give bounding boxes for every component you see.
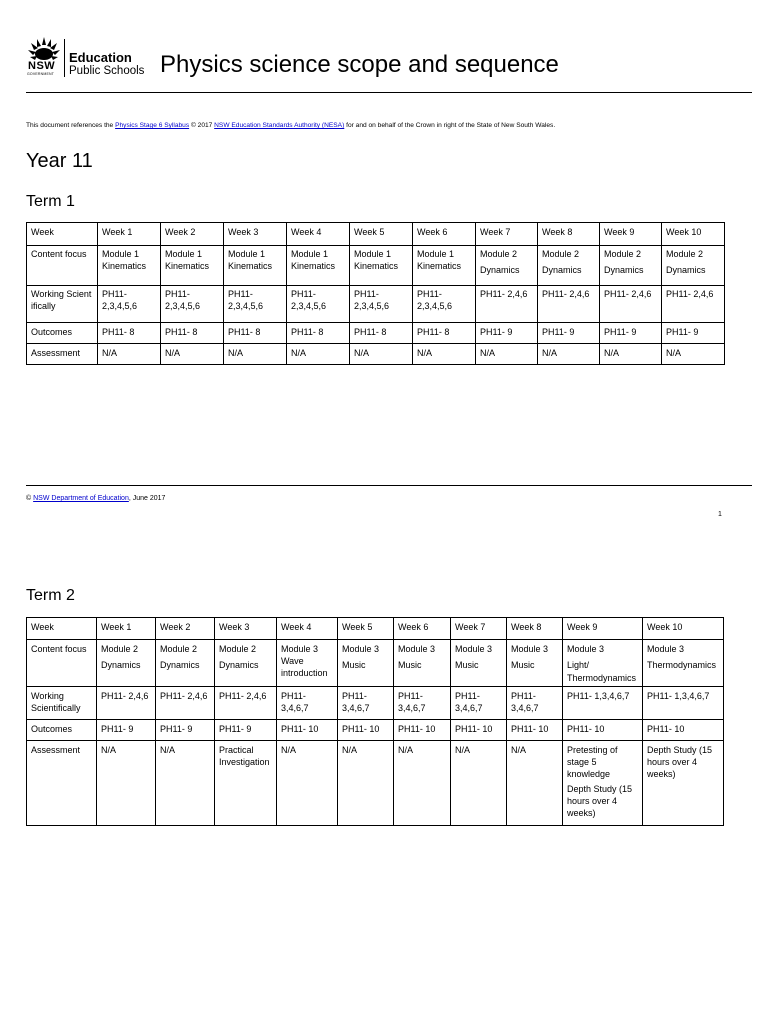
- term2-working-scientifically-row: [27, 687, 724, 720]
- waratah-flower-icon: [26, 36, 62, 62]
- ws-cell: PH11- 1,3,4,6,7: [643, 687, 724, 720]
- outcome-cell: PH11- 8: [287, 323, 350, 344]
- week-header: Week 7: [476, 223, 538, 246]
- footer-divider: [26, 485, 752, 486]
- week-header: Week 8: [507, 618, 563, 640]
- year-heading: Year 11: [26, 150, 93, 172]
- content-cell: Module 3 Music: [507, 640, 563, 687]
- week-header: Week 10: [662, 223, 725, 246]
- week-header: Week 4: [287, 223, 350, 246]
- assessment-cell: N/A: [156, 741, 215, 826]
- ws-cell: PH11- 2,3,4,5,6: [98, 286, 161, 323]
- assessment-cell: N/A: [287, 344, 350, 365]
- assessment-cell: N/A: [97, 741, 156, 826]
- ws-cell: PH11- 3,4,6,7: [277, 687, 338, 720]
- term2-week-row: [27, 618, 724, 640]
- outcome-cell: PH11- 9: [476, 323, 538, 344]
- term1-working-scientifically-row: [27, 286, 725, 323]
- term2-outcomes-row: [27, 720, 724, 741]
- row-label: Working Scientifically: [27, 687, 97, 720]
- outcome-cell: PH11- 10: [277, 720, 338, 741]
- week-header: Week 2: [161, 223, 224, 246]
- week-header: Week 4: [277, 618, 338, 640]
- ws-cell: PH11- 2,3,4,5,6: [350, 286, 413, 323]
- nsw-education-logo: [26, 36, 156, 78]
- ws-cell: PH11- 3,4,6,7: [507, 687, 563, 720]
- assessment-cell: N/A: [224, 344, 287, 365]
- row-label: Outcomes: [27, 323, 98, 344]
- row-label: Week: [27, 618, 97, 640]
- assessment-cell: N/A: [538, 344, 600, 365]
- outcome-cell: PH11- 10: [338, 720, 394, 741]
- content-cell: Module 3 Music: [451, 640, 507, 687]
- assessment-cell: Depth Study (15 hours over 4 weeks): [643, 741, 724, 826]
- content-cell: Module 3 Wave introduction: [277, 640, 338, 687]
- department-link[interactable]: NSW Department of Education: [33, 495, 129, 502]
- assessment-cell: N/A: [451, 741, 507, 826]
- outcome-cell: PH11- 9: [600, 323, 662, 344]
- outcome-cell: PH11- 8: [98, 323, 161, 344]
- content-cell: Module 3 Light/ Thermodynamics: [563, 640, 643, 687]
- week-header: Week 7: [451, 618, 507, 640]
- footer-copyright: [26, 494, 165, 504]
- row-label: Week: [27, 223, 98, 246]
- content-cell: Module 2 Dynamics: [662, 246, 725, 286]
- term2-content-row: [27, 640, 724, 687]
- ws-cell: PH11- 2,4,6: [97, 687, 156, 720]
- week-header: Week 3: [215, 618, 277, 640]
- content-cell: Module 1 Kinematics: [161, 246, 224, 286]
- week-header: Week 3: [224, 223, 287, 246]
- assessment-cell: N/A: [338, 741, 394, 826]
- assessment-cell: N/A: [161, 344, 224, 365]
- content-cell: Module 2 Dynamics: [476, 246, 538, 286]
- copyright-symbol: ©: [26, 495, 32, 502]
- week-header: Week 6: [413, 223, 476, 246]
- content-cell: Module 1 Kinematics: [287, 246, 350, 286]
- ws-cell: PH11- 2,4,6: [662, 286, 725, 323]
- row-label: Content focus: [27, 640, 97, 687]
- outcome-cell: PH11- 8: [161, 323, 224, 344]
- content-cell: Module 1 Kinematics: [224, 246, 287, 286]
- row-label: Assessment: [27, 741, 97, 826]
- footer-date: , June 2017: [128, 495, 166, 502]
- week-header: Week 5: [350, 223, 413, 246]
- ws-cell: PH11- 1,3,4,6,7: [563, 687, 643, 720]
- outcome-cell: PH11- 8: [350, 323, 413, 344]
- ws-cell: PH11- 2,4,6: [600, 286, 662, 323]
- content-cell: Module 1 Kinematics: [413, 246, 476, 286]
- logo-education: Education: [69, 50, 132, 65]
- term1-table: [26, 222, 725, 365]
- assessment-cell: N/A: [350, 344, 413, 365]
- ws-cell: PH11- 3,4,6,7: [338, 687, 394, 720]
- ws-cell: PH11- 2,4,6: [538, 286, 600, 323]
- content-cell: Module 2 Dynamics: [97, 640, 156, 687]
- assessment-cell: N/A: [98, 344, 161, 365]
- logo-government: GOVERNMENT: [27, 72, 55, 76]
- assessment-cell: Pretesting of stage 5 knowledge Depth Study (15 hours over 4 weeks): [563, 741, 643, 826]
- term2-heading: Term 2: [26, 587, 75, 604]
- content-cell: Module 3 Music: [338, 640, 394, 687]
- outcome-cell: PH11- 10: [507, 720, 563, 741]
- ws-cell: PH11- 2,4,6: [476, 286, 538, 323]
- logo-public-schools: Public Schools: [69, 65, 145, 77]
- week-header: Week 9: [563, 618, 643, 640]
- ws-cell: PH11- 2,3,4,5,6: [413, 286, 476, 323]
- row-label: Assessment: [27, 344, 98, 365]
- week-header: Week 1: [98, 223, 161, 246]
- row-label: Outcomes: [27, 720, 97, 741]
- ws-cell: PH11- 2,4,6: [215, 687, 277, 720]
- term1-assessment-row: [27, 344, 725, 365]
- nesa-link[interactable]: NSW Education Standards Authority (NESA): [214, 122, 345, 129]
- ws-cell: PH11- 2,3,4,5,6: [161, 286, 224, 323]
- reference-prefix: This document references the: [26, 122, 114, 129]
- assessment-cell: N/A: [413, 344, 476, 365]
- outcome-cell: PH11- 10: [643, 720, 724, 741]
- outcome-cell: PH11- 10: [563, 720, 643, 741]
- ws-cell: PH11- 3,4,6,7: [394, 687, 451, 720]
- week-header: Week 10: [643, 618, 724, 640]
- term2-table: [26, 617, 724, 826]
- content-cell: Module 2 Dynamics: [156, 640, 215, 687]
- term1-heading: Term 1: [26, 193, 75, 210]
- term1-week-row: [27, 223, 725, 246]
- outcome-cell: PH11- 9: [215, 720, 277, 741]
- outcome-cell: PH11- 9: [538, 323, 600, 344]
- week-header: Week 9: [600, 223, 662, 246]
- logo-nsw: NSW: [28, 60, 56, 72]
- reference-line: [26, 121, 555, 130]
- term1-outcomes-row: [27, 323, 725, 344]
- assessment-cell: N/A: [277, 741, 338, 826]
- term2-assessment-row: [27, 741, 724, 826]
- outcome-cell: PH11- 9: [156, 720, 215, 741]
- week-header: Week 5: [338, 618, 394, 640]
- assessment-cell: N/A: [600, 344, 662, 365]
- assessment-cell: N/A: [476, 344, 538, 365]
- outcome-cell: PH11- 9: [97, 720, 156, 741]
- page-number: 1: [718, 511, 722, 518]
- content-cell: Module 2 Dynamics: [600, 246, 662, 286]
- ws-cell: PH11- 2,4,6: [156, 687, 215, 720]
- document-title: Physics science scope and sequence: [160, 51, 559, 78]
- logo-divider: [64, 39, 65, 77]
- outcome-cell: PH11- 10: [451, 720, 507, 741]
- header-divider: [26, 92, 752, 93]
- outcome-cell: PH11- 8: [413, 323, 476, 344]
- week-header: Week 6: [394, 618, 451, 640]
- ws-cell: PH11- 2,3,4,5,6: [224, 286, 287, 323]
- row-label: Working Scientifically: [27, 286, 98, 323]
- ws-cell: PH11- 2,3,4,5,6: [287, 286, 350, 323]
- row-label: Content focus: [27, 246, 98, 286]
- assessment-cell: N/A: [662, 344, 725, 365]
- week-header: Week 8: [538, 223, 600, 246]
- outcome-cell: PH11- 10: [394, 720, 451, 741]
- content-cell: Module 1 Kinematics: [98, 246, 161, 286]
- assessment-cell: N/A: [507, 741, 563, 826]
- content-cell: Module 3 Music: [394, 640, 451, 687]
- content-cell: Module 1 Kinematics: [350, 246, 413, 286]
- syllabus-link[interactable]: Physics Stage 6 Syllabus: [115, 122, 190, 129]
- content-cell: Module 2 Dynamics: [538, 246, 600, 286]
- outcome-cell: PH11- 8: [224, 323, 287, 344]
- outcome-cell: PH11- 9: [662, 323, 725, 344]
- content-cell: Module 3 Thermodynamics: [643, 640, 724, 687]
- reference-copyright: © 2017: [190, 122, 213, 129]
- week-header: Week 1: [97, 618, 156, 640]
- content-cell: Module 2 Dynamics: [215, 640, 277, 687]
- ws-cell: PH11- 3,4,6,7: [451, 687, 507, 720]
- week-header: Week 2: [156, 618, 215, 640]
- term1-content-row: [27, 246, 725, 286]
- assessment-cell: N/A: [394, 741, 451, 826]
- reference-suffix: for and on behalf of the Crown in right of the State of New South Wales.: [346, 122, 556, 129]
- assessment-cell: Practical Investigation: [215, 741, 277, 826]
